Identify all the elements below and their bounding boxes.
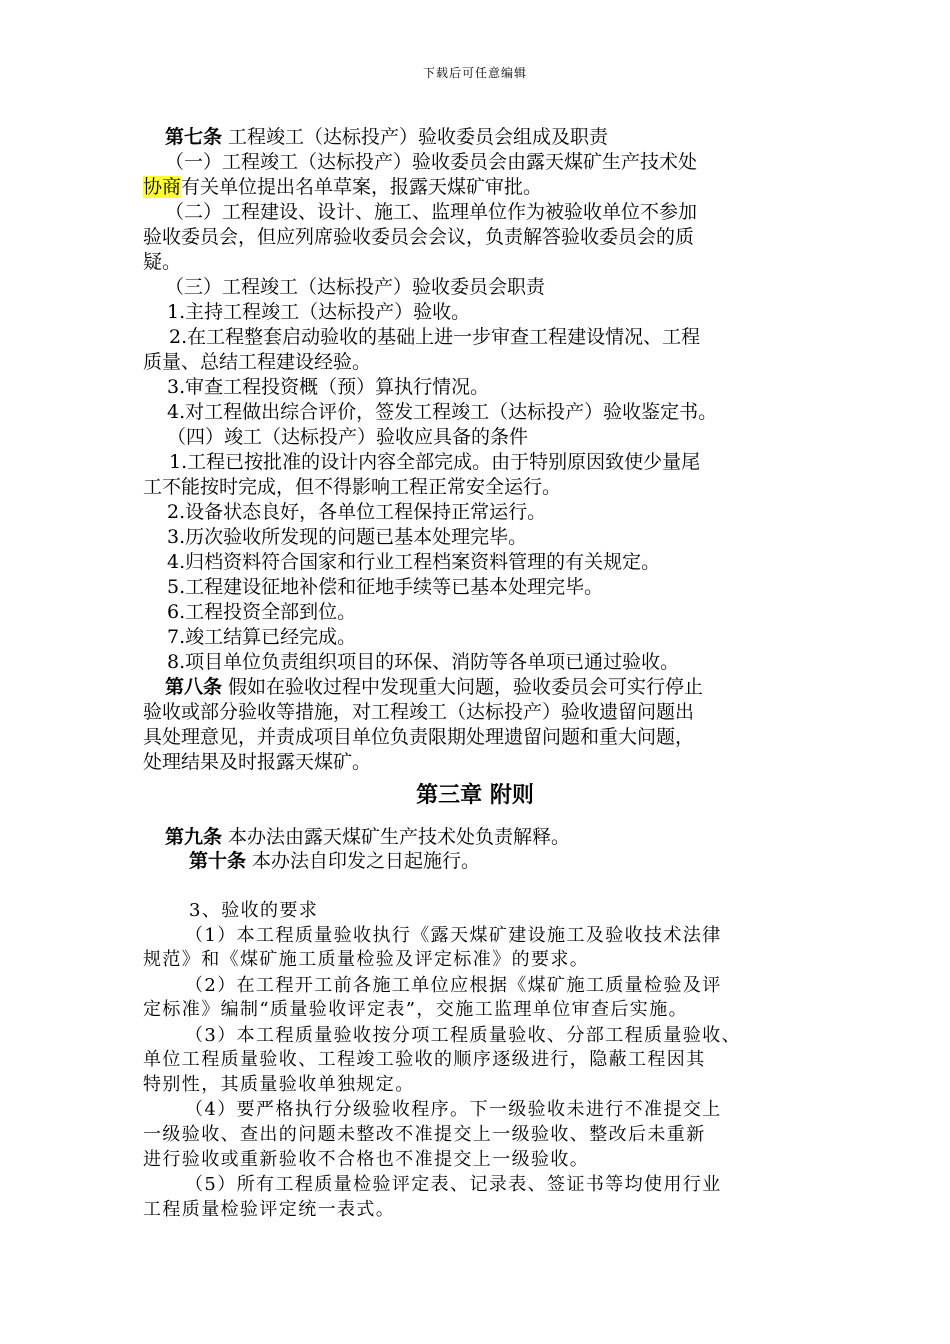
- article9-heading: 第九条: [165, 826, 223, 848]
- section3-line: （1）本工程质量验收执行《露天煤矿建设施工及验收技术法律: [185, 925, 722, 946]
- duty-item: 3.审查工程投资概（预）算执行情况。: [167, 376, 490, 398]
- chapter-title: 第三章 附则: [416, 783, 534, 808]
- condition-item: 6.工程投资全部到位。: [167, 601, 357, 623]
- condition-item: 3.历次验收所发现的问题已基本处理完毕。: [167, 526, 528, 548]
- article8-line2: 验收或部分验收等措施，对工程竣工（达标投产）验收遗留问题出: [143, 701, 695, 723]
- condition-item: 2.设备状态良好，各单位工程保持正常运行。: [167, 501, 547, 523]
- duty-item: 2.在工程整套启动验收的基础上进一步审查工程建设情况、工程: [169, 326, 701, 348]
- article7-p1-line2-rest: 有关单位提出名单草案，报露天煤矿审批。: [181, 176, 543, 198]
- section3-line: 一级验收、查出的问题未整改不准提交上一级验收、整改后未重新: [143, 1124, 706, 1145]
- condition-item: 1.工程已按批准的设计内容全部完成。由于特别原因致使少量尾: [169, 451, 701, 473]
- article7-p1-line1: （一）工程竣工（达标投产）验收委员会由露天煤矿生产技术处: [165, 151, 698, 173]
- article9-line: [165, 824, 570, 850]
- article8-heading: 第八条: [165, 676, 223, 698]
- article7-p1-line2: [143, 174, 542, 200]
- article7-p2-line1: （二）工程建设、设计、施工、监理单位作为被验收单位不参加: [165, 201, 698, 223]
- article9-text: 本办法由露天煤矿生产技术处负责解释。: [222, 826, 571, 848]
- article10-heading: 第十条: [189, 850, 247, 872]
- section3-line: 规范》和《煤矿施工质量检验及评定标准》的要求。: [143, 949, 590, 970]
- duty-item: 1.主持工程竣工（达标投产）验收。: [167, 301, 471, 323]
- article7-title: 工程竣工（达标投产）验收委员会组成及职责: [222, 126, 609, 148]
- section3-line: （3）本工程质量验收按分项工程质量验收、分部工程质量验收、: [185, 1025, 742, 1046]
- article7-p2-line3: 疑。: [143, 251, 182, 273]
- article8-line3: 具处理意见，并责成项目单位负责限期处理遗留问题和重大问题，: [143, 726, 695, 748]
- duty-item: 4.对工程做出综合评价，签发工程竣工（达标投产）验收鉴定书。: [167, 401, 718, 423]
- page-header: 下载后可任意编辑: [422, 66, 527, 80]
- article8-line1: [165, 674, 703, 700]
- article8-text: 假如在验收过程中发现重大问题，验收委员会可实行停止: [222, 676, 704, 698]
- condition-item: 工不能按时完成，但不得影响工程正常安全运行。: [143, 476, 562, 498]
- article10-line: [189, 848, 480, 874]
- duty-item: 质量、总结工程建设经验。: [143, 351, 372, 373]
- condition-item: 7.竣工结算已经完成。: [167, 626, 357, 648]
- section3-line: 单位工程质量验收、工程竣工验收的顺序逐级进行，隐蔽工程因其: [143, 1049, 706, 1070]
- article7-p2-line2: 验收委员会，但应列席验收委员会会议，负责解答验收委员会的质: [143, 226, 695, 248]
- section3-line: （5）所有工程质量检验评定表、记录表、签证书等均使用行业: [185, 1174, 722, 1195]
- section3-line: （4）要严格执行分级验收程序。下一级验收未进行不准提交上: [185, 1099, 722, 1120]
- section3-line: 定标准》编制“质量验收评定表”，交施工监理单位审查后实施。: [143, 999, 689, 1020]
- condition-item: 8.项目单位负责组织项目的环保、消防等各单项已通过验收。: [167, 651, 680, 673]
- section3-line: 进行验收或重新验收不合格也不准提交上一级验收。: [143, 1149, 590, 1170]
- article7-p3-heading: （三）工程竣工（达标投产）验收委员会职责: [165, 276, 546, 298]
- condition-item: 5.工程建设征地补偿和征地手续等已基本处理完毕。: [167, 576, 604, 598]
- section3-line: （2）在工程开工前各施工单位应根据《煤矿施工质量检验及评: [185, 975, 722, 996]
- condition-item: 4.归档资料符合国家和行业工程档案资料管理的有关规定。: [167, 551, 661, 573]
- section3-line: 工程质量检验评定统一表式。: [143, 1199, 396, 1220]
- article8-line4: 处理结果及时报露天煤矿。: [143, 751, 372, 773]
- section3-title: 3、验收的要求: [189, 900, 319, 921]
- article7-heading: 第七条: [165, 126, 223, 148]
- highlighted-text: 协商: [143, 176, 182, 198]
- article7-title-line: [165, 124, 608, 150]
- article7-p4-heading: （四）竣工（达标投产）验收应具备的条件: [167, 426, 529, 448]
- article10-text: 本办法自印发之日起施行。: [246, 850, 481, 872]
- section3-line: 特别性，其质量验收单独规定。: [143, 1074, 415, 1095]
